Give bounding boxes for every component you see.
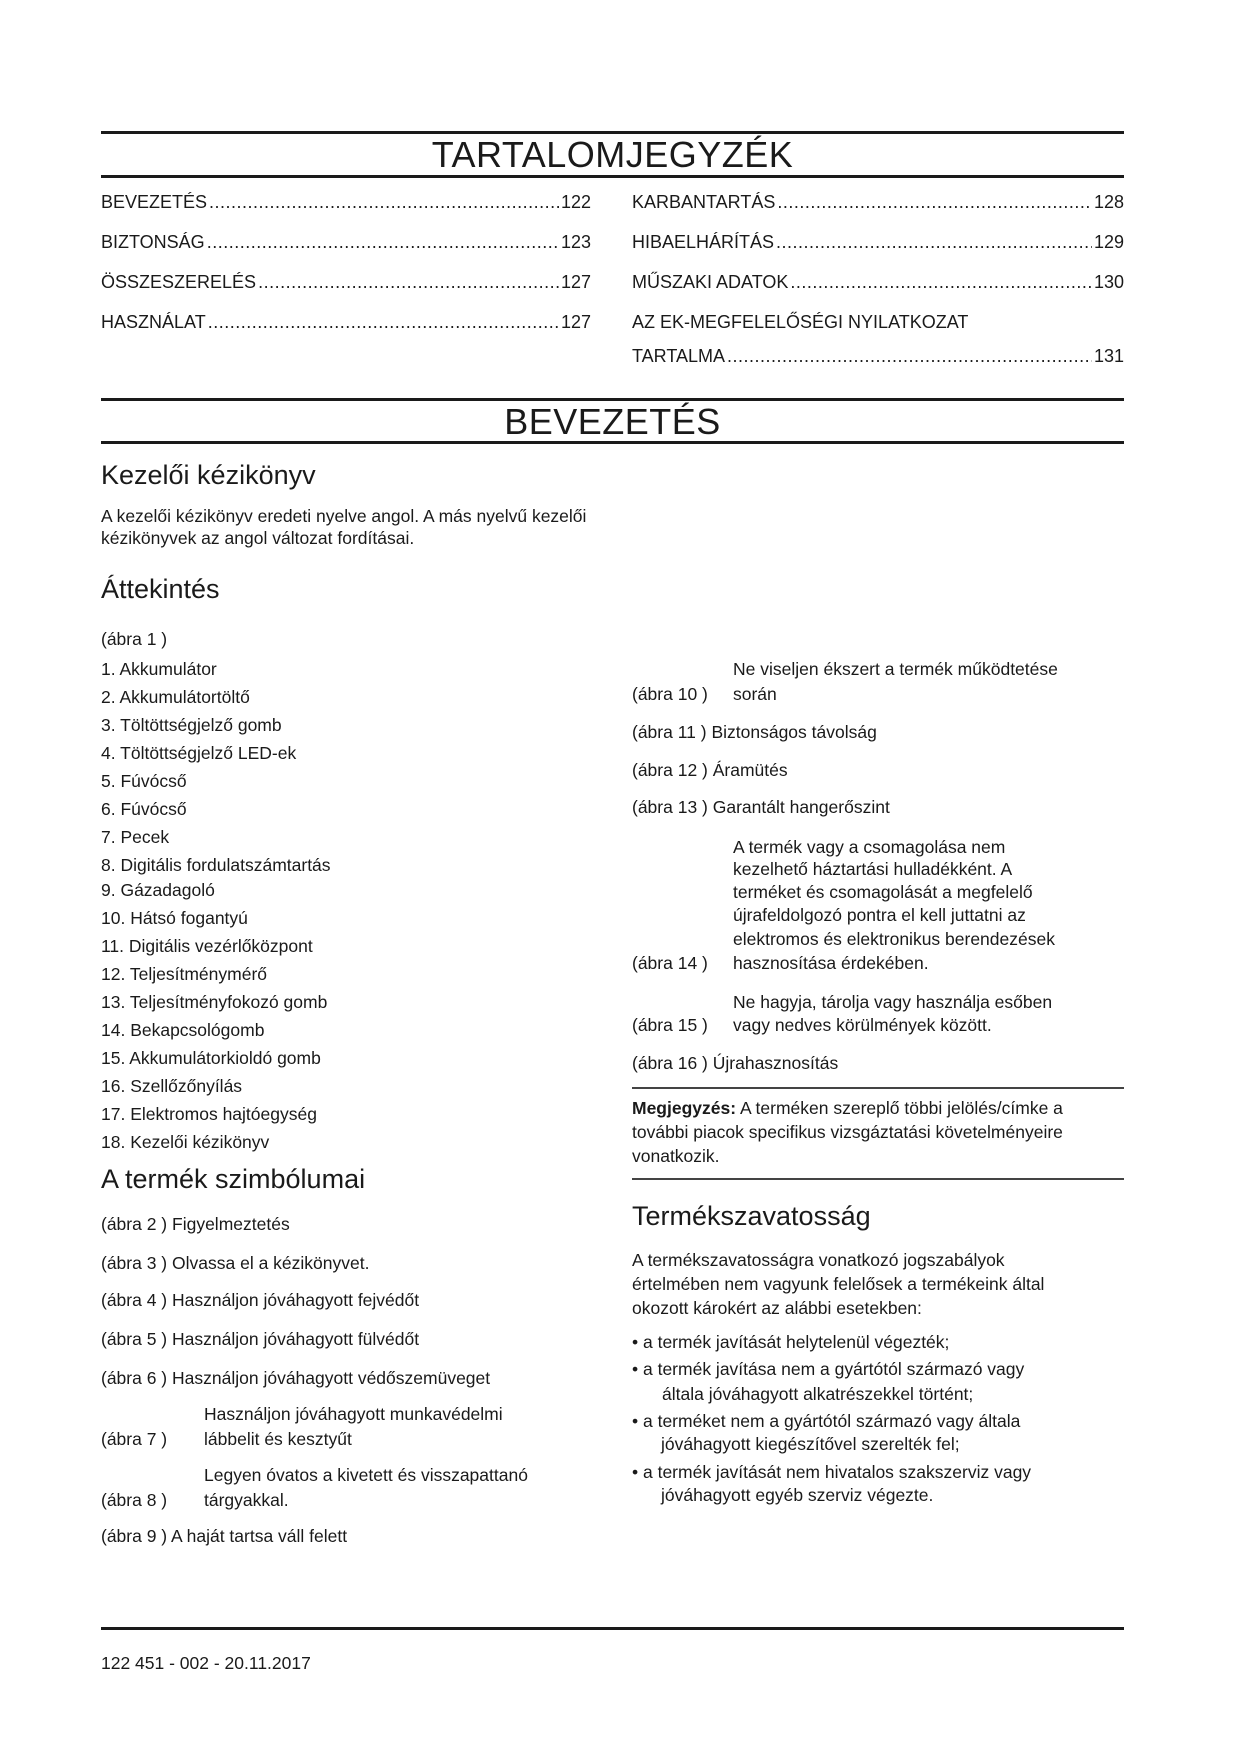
footer-rule: [101, 1627, 1124, 1630]
warranty-bullet-cont: jóváhagyott egyéb szerviz végezte.: [661, 1485, 934, 1505]
toc-entry-title: HASZNÁLAT: [101, 312, 206, 332]
toc-entry[interactable]: [632, 272, 1124, 296]
fig-ref: (ábra 5 ): [101, 1329, 168, 1349]
toc-leader-dots: [207, 232, 559, 253]
list-item: 1. Akkumulátor: [101, 659, 217, 679]
fig-text: Áramütés: [712, 760, 788, 780]
fig7-text-line2: lábbelit és kesztyűt: [204, 1429, 352, 1449]
fig14-ref: (ábra 14 ): [632, 953, 708, 973]
warranty-bullet-cont: jóváhagyott kiegészítővel szerelték fel;: [661, 1434, 960, 1454]
symbol-item: [632, 722, 877, 743]
list-item: 4. Töltöttségjelző LED-ek: [101, 743, 297, 763]
fig10-text-line2: során: [733, 684, 777, 704]
warranty-intro-line: A termékszavatosságra vonatkozó jogszabályok: [632, 1250, 1005, 1270]
section-title: BEVEZETÉS: [504, 401, 721, 442]
warranty-bullet-cont: általa jóváhagyott alkatrészekkel történt;: [662, 1384, 974, 1404]
fig-ref: (ábra 11 ): [632, 722, 707, 742]
fig7-text-line1: Használjon jóváhagyott munkavédelmi: [204, 1404, 503, 1424]
toc-leader-dots: [776, 232, 1092, 253]
overview-fig-ref: (ábra 1 ): [101, 629, 168, 649]
note-bottom-rule: [632, 1178, 1124, 1180]
fig7-ref: (ábra 7 ): [101, 1429, 168, 1449]
toc-entry-title: HIBAELHÁRÍTÁS: [632, 232, 775, 252]
note-line2: további piacok specifikus vizsgáztatási követelményeire: [632, 1122, 1063, 1142]
toc-entry-page: 129: [1093, 232, 1124, 252]
fig-text: Használjon jóváhagyott fülvédőt: [172, 1329, 420, 1349]
fig-text: Használjon jóváhagyott fejvédőt: [172, 1290, 420, 1310]
fig-ref: (ábra 12 ): [632, 760, 708, 780]
fig-ref: (ábra 13 ): [632, 797, 708, 817]
footer-doc-number: 122 451 - 002 - 20.11.2017: [101, 1653, 311, 1673]
symbol-item: [101, 1368, 490, 1389]
list-item: 12. Teljesítménymérő: [101, 964, 268, 984]
list-item: 7. Pecek: [101, 827, 170, 847]
fig15-text-line1: Ne hagyja, tárolja vagy használja esőben: [733, 992, 1053, 1012]
warranty-bullet: • a terméket nem a gyártótól származó vagy általa: [632, 1411, 1021, 1431]
toc-entry-title: TARTALMA: [632, 346, 726, 366]
warranty-heading: Termékszavatosság: [632, 1201, 871, 1231]
fig10-text-line1: Ne viseljen ékszert a termék működtetése: [733, 659, 1058, 679]
toc-entry-page: 128: [1093, 192, 1124, 212]
toc-entry[interactable]: [101, 232, 591, 256]
list-item: 3. Töltöttségjelző gomb: [101, 715, 282, 735]
toc-entry-page: 122: [560, 192, 591, 212]
fig14-text-line: kezelhető háztartási hulladékként. A: [733, 859, 1013, 879]
symbol-item: [101, 1253, 369, 1274]
toc-title: TARTALOMJEGYZÉK: [431, 134, 794, 175]
toc-entry[interactable]: [101, 192, 591, 216]
toc-leader-dots: [209, 192, 559, 213]
toc-leader-dots: [727, 346, 1092, 367]
toc-entry-title: BEVEZETÉS: [101, 192, 208, 212]
list-item: 6. Fúvócső: [101, 799, 187, 819]
fig-text: Használjon jóváhagyott védőszemüveget: [172, 1368, 491, 1388]
fig14-text-line: terméket és csomagolását a megfelelő: [733, 882, 1033, 902]
toc-entry[interactable]: [632, 346, 1124, 370]
toc-entry[interactable]: [101, 312, 591, 336]
warranty-bullet: • a termék javítása nem a gyártótól származó vagy: [632, 1359, 1025, 1379]
list-item: 14. Bekapcsológomb: [101, 1020, 265, 1040]
note-line3: vonatkozik.: [632, 1146, 720, 1166]
warranty-bullet: • a termék javítását nem hivatalos szakszerviz vagy: [632, 1462, 1032, 1482]
symbol-item: [632, 797, 890, 818]
toc-entry-page: 123: [560, 232, 591, 252]
toc-leader-dots: [208, 312, 559, 333]
list-item: 17. Elektromos hajtóegység: [101, 1104, 317, 1124]
fig8-text-line1: Legyen óvatos a kivetett és visszapattanó: [204, 1465, 528, 1485]
fig-ref: (ábra 2 ): [101, 1214, 168, 1234]
fig14-text-line: hasznosítása érdekében.: [733, 953, 929, 973]
toc-leader-dots: [258, 272, 559, 293]
list-item: 18. Kezelői kézikönyv: [101, 1132, 270, 1152]
toc-leader-dots: [777, 192, 1092, 213]
manual-heading: Kezelői kézikönyv: [101, 460, 316, 490]
section-bottom-rule: [101, 441, 1124, 444]
toc-entry-title: AZ EK-MEGFELELŐSÉGI NYILATKOZAT: [632, 312, 969, 332]
fig-ref: (ábra 6 ): [101, 1368, 168, 1388]
fig14-text-line: újrafeldolgozó pontra el kell juttatni az: [733, 905, 1026, 925]
list-item: 8. Digitális fordulatszámtartás: [101, 855, 331, 875]
toc-entry[interactable]: [101, 272, 591, 296]
toc-entry-title: BIZTONSÁG: [101, 232, 205, 252]
fig-ref: (ábra 16 ): [632, 1053, 708, 1073]
toc-entry-line1[interactable]: [632, 312, 1124, 336]
symbol-item: [632, 760, 788, 781]
warranty-intro-line: okozott károkért az alábbi esetekben:: [632, 1298, 922, 1318]
fig-ref: (ábra 4 ): [101, 1290, 168, 1310]
toc-entry-title: MŰSZAKI ADATOK: [632, 272, 789, 292]
fig-text: Biztonságos távolság: [711, 722, 877, 742]
symbol-item: [101, 1329, 419, 1350]
overview-heading: Áttekintés: [101, 574, 220, 604]
note-label: Megjegyzés:: [632, 1098, 737, 1118]
note-text: A terméken szereplő többi jelölés/címke a: [739, 1098, 1063, 1118]
list-item: 16. Szellőzőnyílás: [101, 1076, 243, 1096]
fig14-text-line: A termék vagy a csomagolása nem: [733, 837, 1006, 857]
list-item: 13. Teljesítményfokozó gomb: [101, 992, 328, 1012]
toc-entry-page: 130: [1093, 272, 1124, 292]
fig15-text-line2: vagy nedves körülmények között.: [733, 1015, 992, 1035]
toc-entry[interactable]: [632, 192, 1124, 216]
symbols-heading: A termék szimbólumai: [101, 1164, 366, 1194]
fig-text: Újrahasznosítás: [712, 1053, 839, 1073]
warranty-intro-line: értelmében nem vagyunk felelősek a termékeink által: [632, 1274, 1045, 1294]
fig-text: Garantált hangerőszint: [712, 797, 890, 817]
warranty-bullet: • a termék javítását helytelenül végezték;: [632, 1332, 950, 1352]
toc-entry-page: 127: [560, 272, 591, 292]
toc-leader-dots: [790, 272, 1092, 293]
fig15-ref: (ábra 15 ): [632, 1015, 708, 1035]
fig-text: Figyelmeztetés: [172, 1214, 290, 1234]
list-item: 2. Akkumulátortöltő: [101, 687, 250, 707]
toc-entry-title: KARBANTARTÁS: [632, 192, 776, 212]
toc-entry-page: 127: [560, 312, 591, 332]
list-item: 11. Digitális vezérlőközpont: [101, 936, 313, 956]
symbol-item: [101, 1214, 290, 1235]
manual-text: A kezelői kézikönyv eredeti nyelve angol. A más nyelvű kezelői kézikönyvek az angol változat fordításai.: [101, 506, 587, 548]
fig-ref: (ábra 9 ): [101, 1526, 168, 1546]
symbol-item: [101, 1526, 347, 1547]
list-item: 15. Akkumulátorkioldó gomb: [101, 1048, 321, 1068]
toc-entry-title: ÖSSZESZERELÉS: [101, 272, 257, 292]
fig-ref: (ábra 3 ): [101, 1253, 168, 1273]
fig8-text-line2: tárgyakkal.: [204, 1490, 289, 1510]
symbol-item: [101, 1290, 419, 1311]
toc-bottom-rule: [101, 175, 1124, 178]
fig-text: Olvassa el a kézikönyvet.: [172, 1253, 370, 1273]
list-item: 5. Fúvócső: [101, 771, 187, 791]
toc-entry-page: 131: [1093, 346, 1124, 366]
fig10-ref: (ábra 10 ): [632, 684, 708, 704]
note-line1: [632, 1097, 1063, 1119]
list-item: 10. Hátsó fogantyú: [101, 908, 248, 928]
fig-text: A haját tartsa váll felett: [171, 1526, 348, 1546]
fig8-ref: (ábra 8 ): [101, 1490, 168, 1510]
note-top-rule: [632, 1087, 1124, 1089]
list-item: 9. Gázadagoló: [101, 880, 215, 900]
fig14-text-line: elektromos és elektronikus berendezések: [733, 929, 1055, 949]
symbol-item: [632, 1053, 838, 1074]
toc-entry[interactable]: [632, 232, 1124, 256]
